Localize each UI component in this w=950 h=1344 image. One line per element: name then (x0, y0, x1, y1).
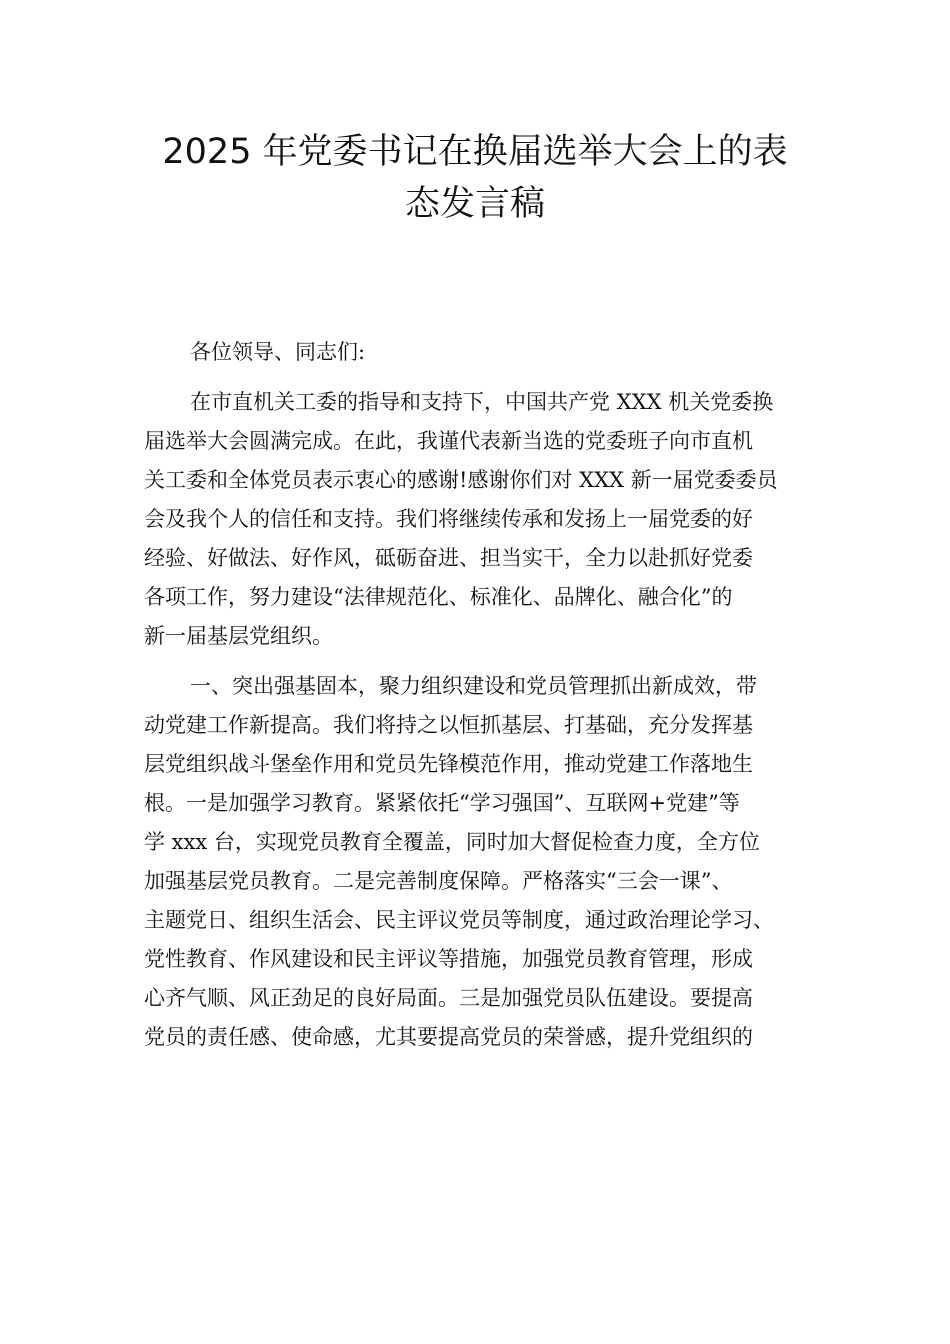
paragraph-line: 届选举大会圆满完成。在此，我谨代表新当选的党委班子向市直机 (144, 429, 753, 453)
document-body (144, 333, 816, 1057)
paragraph-line: 关工委和全体党员表示衷心的感谢!感谢你们对 XXX 新一届党委委员 (144, 468, 778, 492)
paragraph-line: 各项工作，努力建设“法律规范化、标准化、品牌化、融合化”的 (144, 585, 733, 609)
title-line: 2025 年党委书记在换届选举大会上的表 (162, 132, 788, 172)
paragraph-line: 动党建工作新提高。我们将持之以恒抓基层、打基础，充分发挥基 (144, 713, 753, 737)
paragraph-2 (144, 667, 816, 1057)
paragraph-line: 新一届基层党组织。 (144, 624, 333, 648)
paragraph-1 (144, 383, 816, 656)
title-line: 态发言稿 (404, 184, 545, 224)
paragraph-line: 学 xxx 台，实现党员教育全覆盖，同时加大督促检查力度，全方位 (144, 830, 760, 854)
paragraph-line: 党性教育、作风建设和民主评议等措施，加强党员教育管理，形成 (144, 947, 753, 971)
paragraph-line: 党员的责任感、使命感，尤其要提高党员的荣誉感，提升党组织的 (144, 1025, 753, 1049)
paragraph-line: 加强基层党员教育。二是完善制度保障。严格落实“三会一课”、 (144, 869, 733, 893)
paragraph-line: 心齐气顺、风正劲足的良好局面。三是加强党员队伍建设。要提高 (144, 986, 753, 1010)
paragraph-line: 主题党日、组织生活会、民主评议党员等制度，通过政治理论学习、 (144, 908, 774, 932)
document-title (100, 126, 850, 230)
paragraph-line: 经验、好做法、好作风，砥砺奋进、担当实干，全力以赴抓好党委 (144, 546, 753, 570)
paragraph-line: 一、突出强基固本，聚力组织建设和党员管理抓出新成效，带 (190, 674, 757, 698)
paragraph-line: 在市直机关工委的指导和支持下，中国共产党 XXX 机关党委换 (190, 390, 774, 414)
paragraph-line: 会及我个人的信任和支持。我们将继续传承和发扬上一届党委的好 (144, 507, 753, 531)
paragraph-line: 根。一是加强学习教育。紧紧依托“学习强国”、互联网+党建”等 (144, 791, 740, 815)
paragraph-line: 层党组织战斗堡垒作用和党员先锋模范作用，推动党建工作落地生 (144, 752, 753, 776)
salutation: 各位领导、同志们: (190, 340, 366, 364)
